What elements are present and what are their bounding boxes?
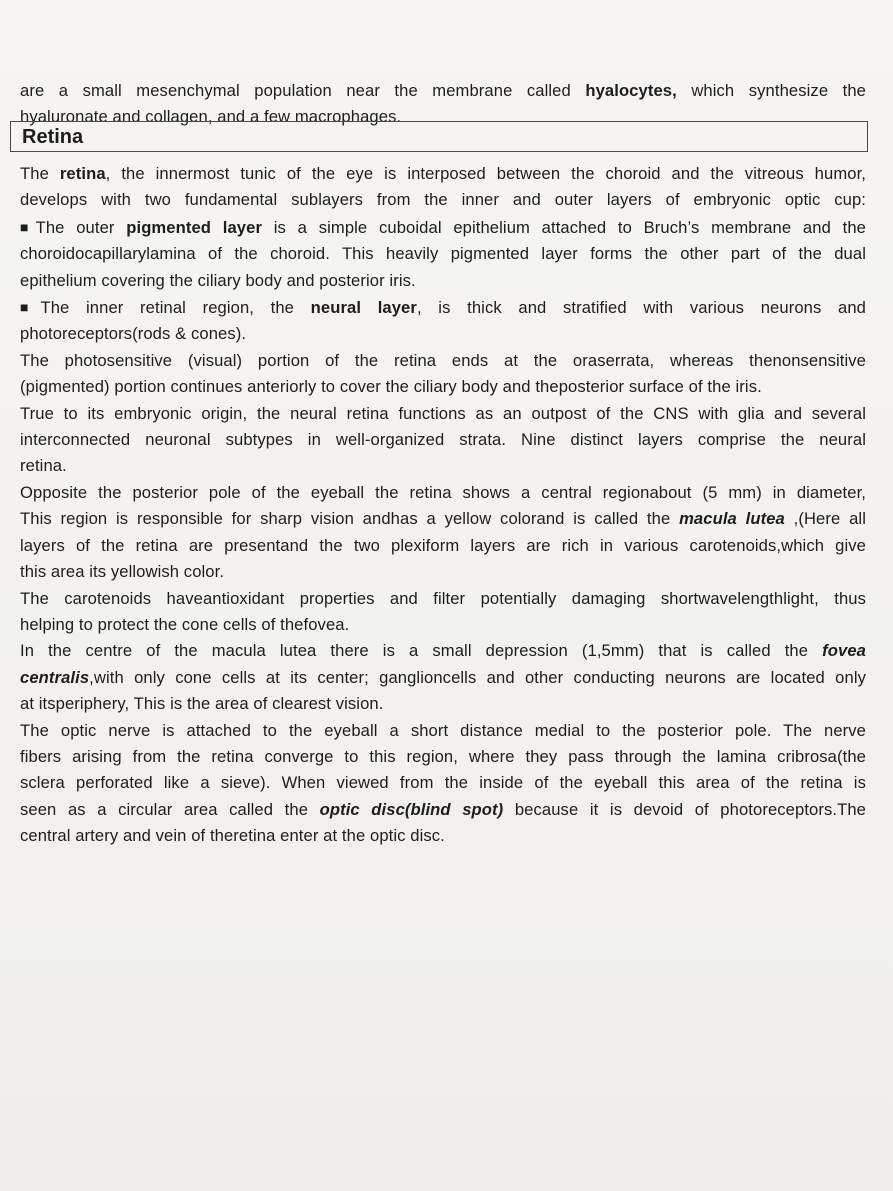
text-line: centralis,with only cone cells at its center; ganglioncells and other conducting neurons are located only: [20, 667, 866, 687]
text-line: hyaluronate and collagen, and a few macrophages.: [20, 107, 402, 127]
text-line: at itsperiphery, This is the area of clearest vision.: [20, 694, 384, 714]
text-line: helping to protect the cone cells of thefovea.: [20, 614, 350, 634]
text-line: choroidocapillarylamina of the choroid. This heavily pigmented layer forms the other part of the dual: [20, 244, 866, 264]
bullet-item: ■The inner retinal region, the neural layer, is thick and stratified with various neurons and: [20, 298, 866, 318]
text-line: True to its embryonic origin, the neural retina functions as an outpost of the CNS with glia and several: [20, 403, 866, 423]
text-line: epithelium covering the ciliary body and posterior iris.: [20, 270, 416, 290]
text-line: are a small mesenchymal population near the membrane called hyalocytes, which synthesize the: [20, 81, 867, 100]
text-line: The retina, the innermost tunic of the eye is interposed between the choroid and the vitreous humor,: [20, 164, 866, 183]
bullet-item: ■The outer pigmented layer is a simple cuboidal epithelium attached to Bruch’s membrane and the: [20, 217, 867, 237]
text-line: retina.: [20, 456, 67, 476]
section-title: Retina: [22, 126, 84, 148]
text-line: interconnected neuronal subtypes in well-organized strata. Nine distinct layers comprise the neural: [20, 430, 866, 450]
text-line: In the centre of the macula lutea there is a small depression (1,5mm) that is called the fovea: [20, 641, 866, 661]
text-line: This region is responsible for sharp vision andhas a yellow colorand is called the macula lutea ,(Here all: [20, 509, 866, 529]
text-line: (pigmented) portion continues anteriorly to cover the ciliary body and theposterior surface of the iris.: [20, 377, 762, 397]
text-line: this area its yellowish color.: [20, 562, 225, 582]
bullet-icon: ■: [20, 218, 36, 235]
text-line: layers of the retina are presentand the two plexiform layers are rich in various carotenoids,which give: [20, 535, 866, 555]
text-line: photoreceptors(rods & cones).: [20, 324, 247, 344]
bullet-icon: ■: [20, 299, 41, 316]
retina-body-text: [20, 161, 866, 850]
text-line: fibers arising from the retina converge to this region, where they pass through the lamina cribrosa(the: [20, 746, 866, 766]
text-line: seen as a circular area called the optic disc(blind spot) because it is devoid of photoreceptors.The: [20, 799, 867, 819]
text-line: central artery and vein of theretina enter at the optic disc.: [20, 826, 445, 846]
section-heading-box: [10, 121, 868, 152]
text-line: Opposite the posterior pole of the eyeball the retina shows a central regionabout (5 mm) in diameter,: [20, 482, 866, 502]
text-line: sclera perforated like a sieve). When viewed from the inside of the eyeball this area of the retina is: [20, 773, 866, 793]
text-line: develops with two fundamental sublayers from the inner and outer layers of embryonic optic cup:: [20, 190, 866, 210]
text-line: The carotenoids haveantioxidant properties and filter potentially damaging shortwavelengthlight, thus: [20, 588, 866, 608]
text-line: The photosensitive (visual) portion of the retina ends at the oraserrata, whereas thenonsensitive: [20, 350, 866, 370]
text-line: The optic nerve is attached to the eyeball a short distance medial to the posterior pole. The nerve: [20, 720, 866, 740]
